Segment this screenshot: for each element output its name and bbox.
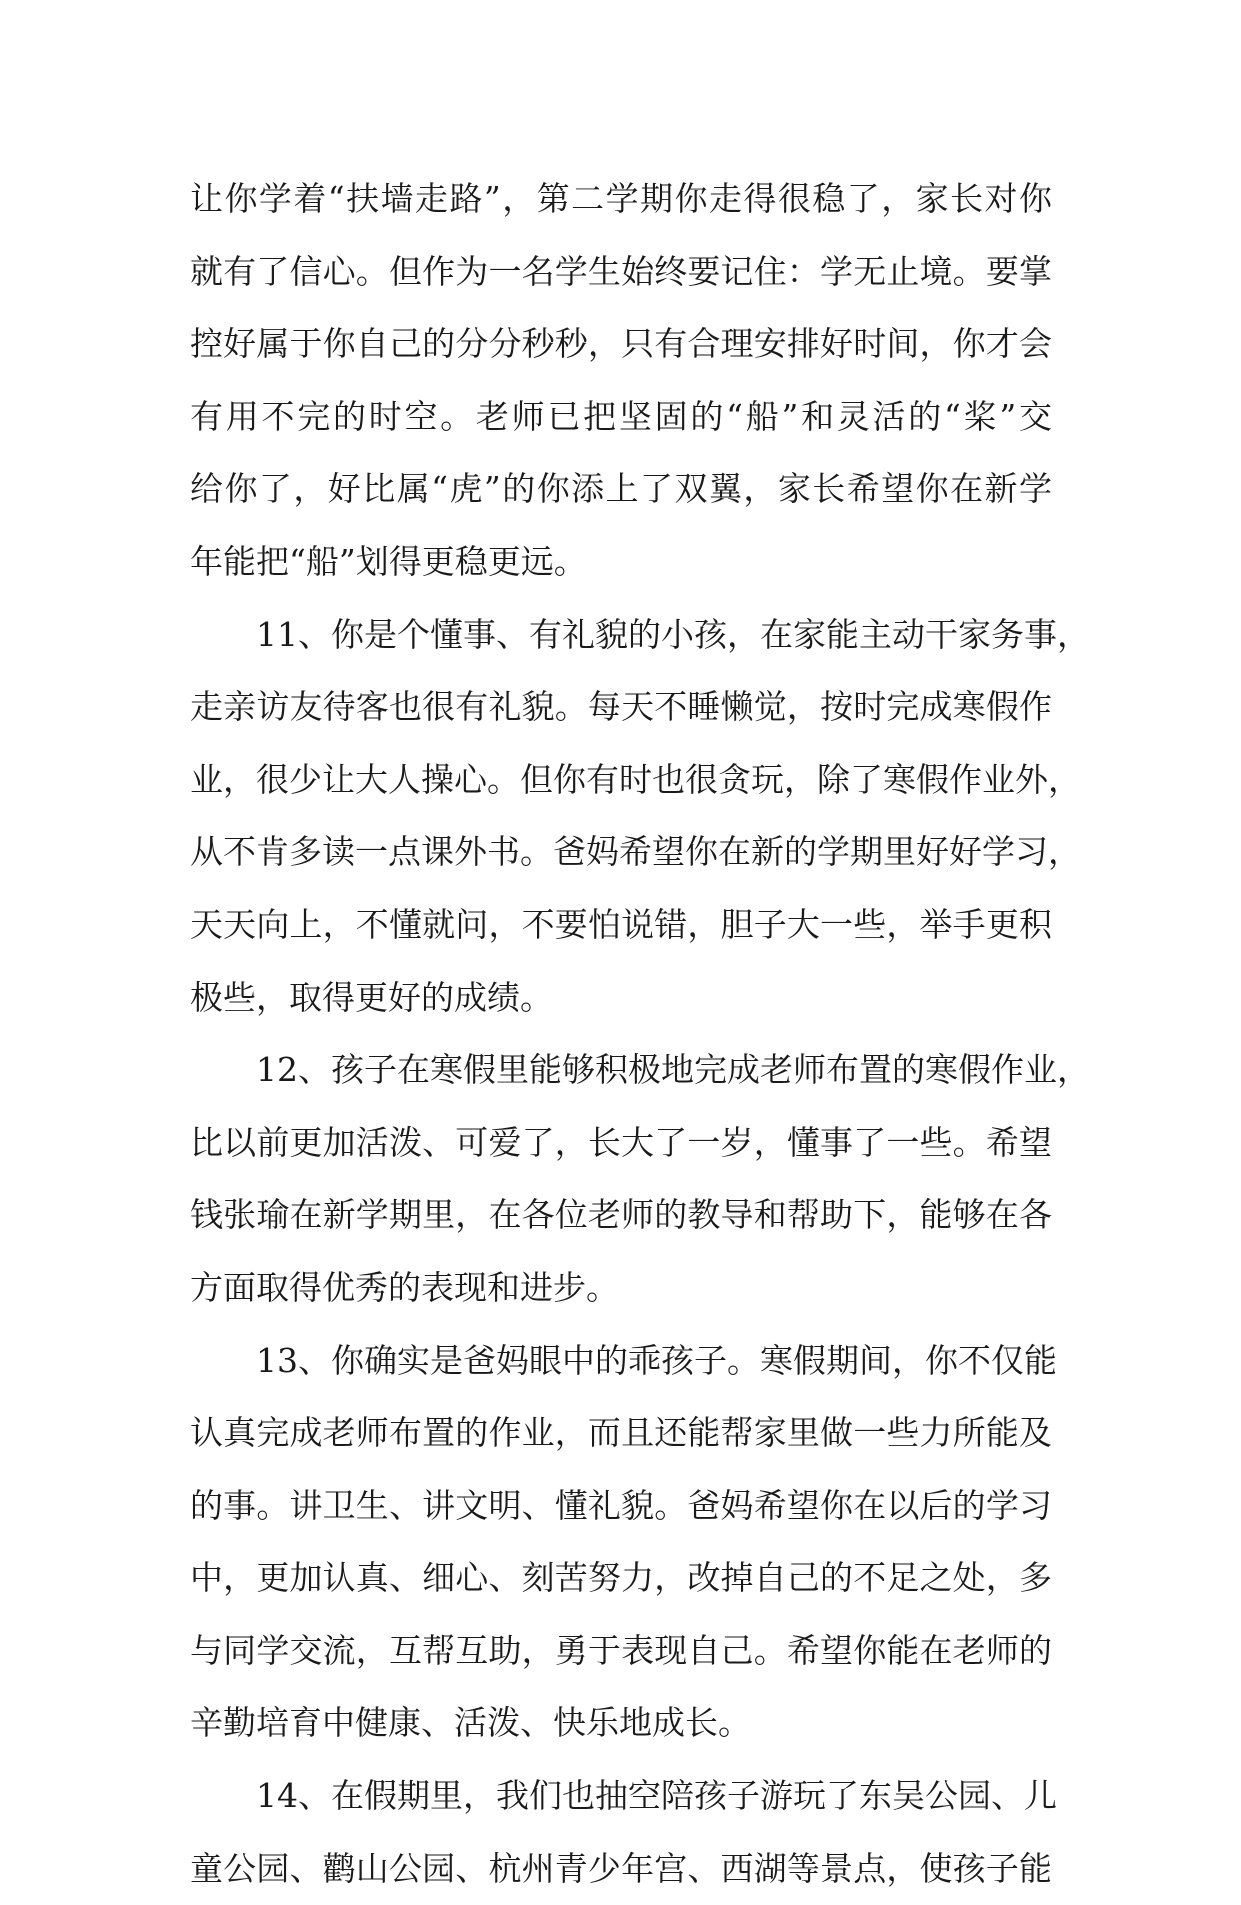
text-line: 走亲访友待客也很有礼貌。每天不睡懒觉，按时完成寒假作: [190, 687, 1052, 727]
text-line: 从不肯多读一点课外书。爸妈希望你在新的学期里好好学习，: [190, 832, 1081, 872]
text-line: 给你了，好比属“虎”的你添上了双翼，家长希望你在新学: [190, 469, 1052, 509]
text-line: 14、在假期里，我们也抽空陪孩子游玩了东吴公园、儿: [190, 1776, 1057, 1816]
text-line: 辛勤培育中健康、活泼、快乐地成长。: [190, 1703, 751, 1743]
text-line: 极些，取得更好的成绩。: [190, 977, 553, 1017]
text-line: 天天向上，不懂就问，不要怕说错，胆子大一些，举手更积: [190, 904, 1052, 944]
text-line: 有用不完的时空。老师已把坚固的“船”和灵活的“桨”交: [190, 396, 1052, 436]
text-line: 与同学交流，互帮互助，勇于表现自己。希望你能在老师的: [190, 1630, 1052, 1670]
text-line: 的事。讲卫生、讲文明、懂礼貌。爸妈希望你在以后的学习: [190, 1485, 1052, 1525]
text-line: 控好属于你自己的分分秒秒，只有合理安排好时间，你才会: [190, 324, 1052, 364]
text-line: 业，很少让大人操心。但你有时也很贪玩，除了寒假作业外，: [190, 759, 1081, 799]
text-line: 认真完成老师布置的作业，而且还能帮家里做一些力所能及: [190, 1413, 1052, 1453]
text-line: 13、你确实是爸妈眼中的乖孩子。寒假期间，你不仅能: [190, 1340, 1057, 1380]
text-line: 11、你是个懂事、有礼貌的小孩，在家能主动干家务事，: [190, 614, 1090, 654]
text-line: 童公园、鹳山公园、杭州青少年宫、西湖等景点，使孩子能: [190, 1848, 1052, 1888]
text-line: 就有了信心。但作为一名学生始终要记住：学无止境。要掌: [190, 251, 1052, 291]
text-line: 中，更加认真、细心、刻苦努力，改掉自己的不足之处，多: [190, 1558, 1052, 1598]
text-line: 比以前更加活泼、可爱了，长大了一岁，懂事了一些。希望: [190, 1122, 1052, 1162]
text-line: 让你学着“扶墙走路”，第二学期你走得很稳了，家长对你: [190, 179, 1052, 218]
body-text: [190, 163, 1090, 1905]
text-line: 方面取得优秀的表现和进步。: [190, 1267, 619, 1307]
text-line: 12、孩子在寒假里能够积极地完成老师布置的寒假作业，: [190, 1050, 1090, 1090]
text-line: 钱张瑜在新学期里，在各位老师的教导和帮助下，能够在各: [190, 1195, 1052, 1235]
text-line: 年能把“船”划得更稳更远。: [190, 541, 587, 581]
